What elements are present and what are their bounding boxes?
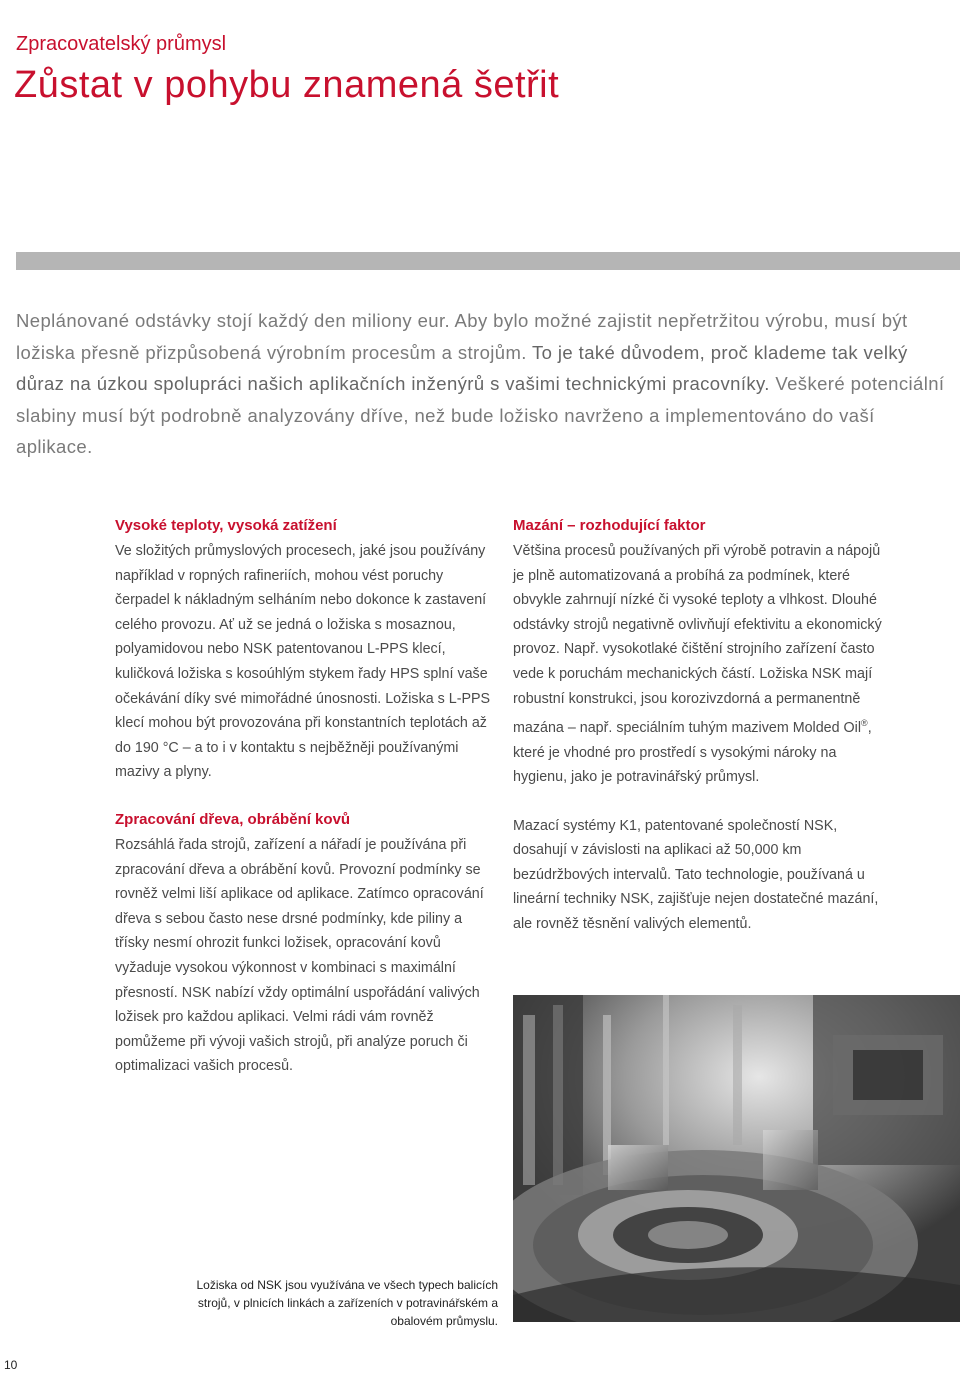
registered-mark: ® xyxy=(861,718,868,729)
machine-photo xyxy=(513,995,960,1322)
right-column xyxy=(513,515,893,961)
machine-photo-illustration xyxy=(513,995,960,1322)
lubrication-heading: Mazání – rozhodující faktor xyxy=(513,517,706,534)
lubrication-text xyxy=(513,539,893,790)
intro-paragraph xyxy=(16,305,946,463)
woodworking-section xyxy=(115,809,495,1079)
lubrication-text-b: , které je vhodné pro prostředí s vysokými nároky na hygienu, jako je potravinářský průmysl. xyxy=(513,719,872,786)
intro-part-3: Veškeré potenciální slabiny musí být podrobně analyzovány dříve, než bude ložisko navrženo a implementováno do vaší aplikace. xyxy=(16,373,945,457)
left-column xyxy=(115,515,495,1103)
intro-part-2: To je také důvodem, proč klademe tak velký důraz na úzkou spolupráci našich aplikačních inženýrů s vašimi technickými pracovníky. xyxy=(16,341,908,394)
high-temperatures-heading: Vysoké teploty, vysoká zatížení xyxy=(115,517,337,534)
high-temperatures-text: Ve složitých průmyslových procesech, jaké jsou používány například v ropných rafineriích, mohou vést poruchy čerpadel k nákladným selháním nebo dokonce k zastavení celého provozu. Ať už se jedná o ložiska s mosaznou, polyamidovou nebo NSK patentovanou L-PPS klecí, kuličková ložiska s kosoúhlým stykem řady HPS splní vaše očekávání díky své mimořádné únosnosti. Ložiska s L-PPS klecí mohou být provozována při konstantních teplotách až do 190 °C – a to i v kontaktu s nejběžněji používanými mazivy a plyny. xyxy=(115,543,491,781)
figure-caption: Ložiska od NSK jsou využívána ve všech typech balicích strojů, v plnicích linkách a zařízeních v potravinářském a obalovém průmyslu. xyxy=(196,1278,498,1328)
intro-part-1: Neplánované odstávky stojí každý den miliony eur. Aby bylo možné zajistit nepřetržitou výrobu, musí být ložiska přesně přizpůsobená výrobním procesům a strojům. xyxy=(16,310,908,363)
woodworking-text: Rozsáhlá řada strojů, zařízení a nářadí je používána při zpracování dřeva a obrábění kovů. Provozní podmínky se rovněž velmi liší aplikace od aplikace. Zatímco opracování dřeva s sebou často nese drsné podmínky, kde piliny a třísky nesmí ohrozit funkci ložisek, opracování kovů vyžaduje vysokou výkonnost v kombinaci s maximální přesností. NSK nabízí vždy optimální uspořádání valivých ložisek pro každou aplikaci. Velmi rádi vám rovněž pomůžeme při vývoji vašich strojů, při analýze poruch či optimalizaci vašich procesů. xyxy=(115,836,484,1075)
k1-text: Mazací systémy K1, patentované společností NSK, dosahují v závislosti na aplikaci až 50,000 km bezúdržbových intervalů. Tato technologie, používaná u lineární techniky NSK, zajišťuje nejen dostatečné mazání, ale rovněž těsnění valivých elementů. xyxy=(513,817,879,933)
high-temperatures-section xyxy=(115,515,495,785)
lubrication-text-a: Většina procesů používaných při výrobě potravin a nápojů je plně automatizovaná a probíhá za podmínek, které obvykle zahrnují nízké či vysoké teploty a vlhkost. Dlouhé odstávky strojů negativně ovlivňují efektivitu a ekonomický provoz. Např. vysokotlaké čištění strojního zařízení často vede k poruchám mechanických částí. Ložiska NSK mají robustní konstrukci, jsou korozivzdorná a permanentně mazána – např. speciálním tuhým mazivem Molded Oil xyxy=(513,543,882,736)
page-number: 10 xyxy=(4,1358,18,1372)
page-title: Zůstat v pohybu znamená šetřit xyxy=(14,64,560,106)
lubrication-section xyxy=(513,515,893,790)
section-label: Zpracovatelský průmysl xyxy=(16,33,227,55)
divider-bar xyxy=(16,252,960,270)
k1-section xyxy=(513,814,893,937)
woodworking-heading: Zpracování dřeva, obrábění kovů xyxy=(115,810,351,828)
